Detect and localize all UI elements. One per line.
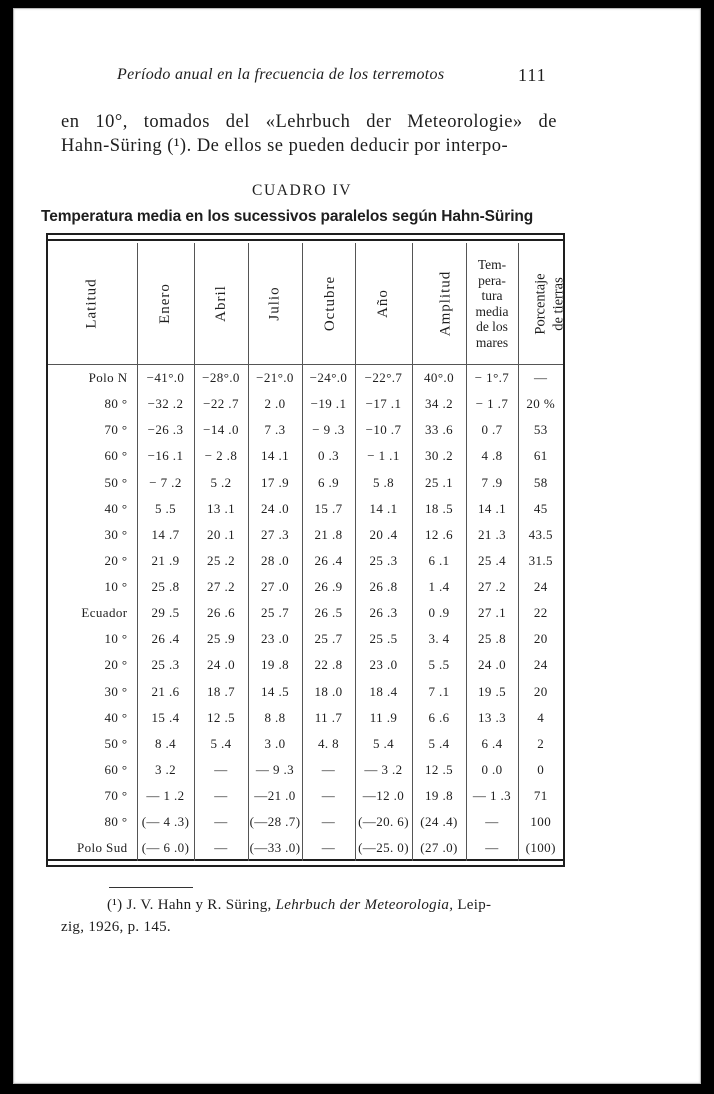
cell-temp-mares: 25 .4: [466, 548, 518, 574]
cell-julio: −21°.0: [248, 365, 302, 392]
cell-julio: 14 .5: [248, 679, 302, 705]
cell-octubre: —: [302, 757, 355, 783]
cell-julio: 28 .0: [248, 548, 302, 574]
cell-ano: 26 .8: [355, 574, 412, 600]
table-row: [48, 443, 563, 469]
cell-enero: − 7 .2: [137, 470, 194, 496]
footnote-authors: J. V. Hahn y R. Süring,: [126, 897, 272, 913]
table-row: [48, 548, 563, 574]
cell-ano: 11 .9: [355, 705, 412, 731]
cell-julio: (—28 .7): [248, 809, 302, 835]
cell-octubre: —: [302, 809, 355, 835]
cell-enero: −26 .3: [137, 417, 194, 443]
cell-octubre: —: [302, 783, 355, 809]
cell-latitud: 70 °: [104, 788, 128, 804]
footnote-book-title: Lehrbuch der Meteorologia,: [275, 897, 454, 913]
cell-abril: 24 .0: [194, 652, 248, 678]
cell-porcentaje-tierras: 20 %: [518, 391, 563, 417]
cell-porcentaje-tierras: 100: [518, 809, 563, 835]
cell-abril: 13 .1: [194, 496, 248, 522]
cell-octubre: − 9 .3: [302, 417, 355, 443]
cell-octubre: —: [302, 835, 355, 861]
cell-latitud: Polo N: [88, 370, 128, 386]
cell-octubre: 4. 8: [302, 731, 355, 757]
header-enero: Enero: [137, 243, 194, 365]
cell-porcentaje-tierras: 20: [518, 679, 563, 705]
cell-latitud: 40 °: [104, 709, 128, 725]
data-table: [48, 243, 567, 861]
cell-temp-mares: 7 .9: [466, 470, 518, 496]
cell-julio: 24 .0: [248, 496, 302, 522]
footnote-second-line: zig, 1926, p. 145.: [61, 919, 171, 935]
header-abril: Abril: [194, 243, 248, 365]
header-temperatura-mares: Tem- pera- tura media de los mares: [466, 243, 518, 365]
cell-amplitud: 7 .1: [412, 679, 466, 705]
cell-amplitud: 19 .8: [412, 783, 466, 809]
cell-abril: − 2 .8: [194, 443, 248, 469]
table-number: CUADRO IV: [252, 182, 353, 199]
page-number: 111: [518, 65, 547, 85]
cell-enero: 21 .6: [137, 679, 194, 705]
cell-latitud: 20 °: [104, 657, 128, 673]
body-paragraph: [61, 110, 557, 158]
table-row: [48, 783, 563, 809]
cell-porcentaje-tierras: —: [518, 365, 563, 392]
cell-julio: 27 .3: [248, 522, 302, 548]
cell-ano: —12 .0: [355, 783, 412, 809]
table-row: [48, 365, 563, 392]
cell-latitud: 30 °: [104, 526, 128, 542]
cell-ano: 26 .3: [355, 600, 412, 626]
cell-temp-mares: 4 .8: [466, 443, 518, 469]
cell-julio: 2 .0: [248, 391, 302, 417]
table-rule-top: [48, 239, 563, 241]
cell-temp-mares: 27 .1: [466, 600, 518, 626]
cell-enero: 21 .9: [137, 548, 194, 574]
cell-porcentaje-tierras: 0: [518, 757, 563, 783]
cell-amplitud: 5 .4: [412, 731, 466, 757]
cell-latitud: 50 °: [104, 735, 128, 751]
cell-amplitud: 12 .5: [412, 757, 466, 783]
cell-abril: 20 .1: [194, 522, 248, 548]
cell-abril: —: [194, 835, 248, 861]
cell-enero: 26 .4: [137, 626, 194, 652]
cell-julio: 27 .0: [248, 574, 302, 600]
cell-amplitud: 1 .4: [412, 574, 466, 600]
cell-julio: 17 .9: [248, 470, 302, 496]
cell-julio: 3 .0: [248, 731, 302, 757]
table-row: [48, 626, 563, 652]
cell-enero: — 1 .2: [137, 783, 194, 809]
table-row: [48, 574, 563, 600]
footnote-rule: [109, 887, 193, 888]
cell-julio: 7 .3: [248, 417, 302, 443]
footnote-marker: (¹): [107, 897, 123, 913]
footnote: [61, 894, 555, 938]
cell-latitud: 10 °: [104, 631, 128, 647]
cell-abril: —: [194, 809, 248, 835]
cell-ano: — 3 .2: [355, 757, 412, 783]
cell-ano: 5 .4: [355, 731, 412, 757]
body-line: Hahn-Süring (¹). De ellos se pueden deducir por interpo-: [61, 136, 509, 156]
cell-latitud: 80 °: [104, 814, 128, 830]
cell-abril: 18 .7: [194, 679, 248, 705]
cell-octubre: 22 .8: [302, 652, 355, 678]
cell-amplitud: 6 .6: [412, 705, 466, 731]
cell-porcentaje-tierras: 20: [518, 626, 563, 652]
cell-abril: −28°.0: [194, 365, 248, 392]
table-row: [48, 679, 563, 705]
cell-porcentaje-tierras: 61: [518, 443, 563, 469]
cell-octubre: 11 .7: [302, 705, 355, 731]
cell-abril: 5 .4: [194, 731, 248, 757]
cell-temp-mares: 6 .4: [466, 731, 518, 757]
cell-porcentaje-tierras: 24: [518, 574, 563, 600]
cell-julio: 8 .8: [248, 705, 302, 731]
table-title: Temperatura media en los sucessivos paralelos según Hahn-Süring: [41, 208, 534, 225]
cell-porcentaje-tierras: 58: [518, 470, 563, 496]
table-row: [48, 652, 563, 678]
cell-enero: 5 .5: [137, 496, 194, 522]
cell-latitud: 70 °: [104, 422, 128, 438]
cell-porcentaje-tierras: 24: [518, 652, 563, 678]
cell-abril: 25 .9: [194, 626, 248, 652]
body-line: en 10°, tomados del «Lehrbuch der Meteorologie» de: [61, 112, 557, 132]
cell-amplitud: 3. 4: [412, 626, 466, 652]
cell-julio: 23 .0: [248, 626, 302, 652]
header-octubre: Octubre: [302, 243, 355, 365]
cell-amplitud: 33 .6: [412, 417, 466, 443]
header-latitud: Latitud: [48, 243, 137, 365]
cell-abril: −14 .0: [194, 417, 248, 443]
cell-octubre: 6 .9: [302, 470, 355, 496]
cell-octubre: 25 .7: [302, 626, 355, 652]
table-row: [48, 522, 563, 548]
cell-latitud: 10 °: [104, 579, 128, 595]
cell-enero: 29 .5: [137, 600, 194, 626]
cell-octubre: 26 .4: [302, 548, 355, 574]
cell-octubre: 0 .3: [302, 443, 355, 469]
cell-amplitud: (27 .0): [412, 835, 466, 861]
cell-amplitud: 12 .6: [412, 522, 466, 548]
cell-temp-mares: —: [466, 835, 518, 861]
cell-temp-mares: 0 .7: [466, 417, 518, 443]
cell-enero: −16 .1: [137, 443, 194, 469]
cell-ano: −22°.7: [355, 365, 412, 392]
cell-amplitud: 34 .2: [412, 391, 466, 417]
cell-ano: −10 .7: [355, 417, 412, 443]
cell-ano: − 1 .1: [355, 443, 412, 469]
cell-temp-mares: 19 .5: [466, 679, 518, 705]
cell-amplitud: 5 .5: [412, 652, 466, 678]
cell-ano: 5 .8: [355, 470, 412, 496]
table-row: [48, 417, 563, 443]
table-row: [48, 809, 563, 835]
cell-octubre: 26 .9: [302, 574, 355, 600]
cell-enero: 25 .3: [137, 652, 194, 678]
data-table-frame: [46, 233, 565, 867]
cell-latitud: 40 °: [104, 500, 128, 516]
cell-temp-mares: − 1°.7: [466, 365, 518, 392]
cell-ano: (—25. 0): [355, 835, 412, 861]
cell-porcentaje-tierras: 22: [518, 600, 563, 626]
cell-julio: —21 .0: [248, 783, 302, 809]
page: [13, 8, 701, 1084]
table-row: [48, 600, 563, 626]
cell-amplitud: 30 .2: [412, 443, 466, 469]
cell-enero: 25 .8: [137, 574, 194, 600]
cell-ano: −17 .1: [355, 391, 412, 417]
header-julio: Julio: [248, 243, 302, 365]
cell-julio: 14 .1: [248, 443, 302, 469]
cell-julio: 19 .8: [248, 652, 302, 678]
cell-latitud: 80 °: [104, 396, 128, 412]
cell-porcentaje-tierras: 43.5: [518, 522, 563, 548]
cell-amplitud: (24 .4): [412, 809, 466, 835]
cell-amplitud: 40°.0: [412, 365, 466, 392]
cell-temp-mares: 24 .0: [466, 652, 518, 678]
cell-temp-mares: —: [466, 809, 518, 835]
cell-temp-mares: 13 .3: [466, 705, 518, 731]
cell-temp-mares: — 1 .3: [466, 783, 518, 809]
cell-abril: 25 .2: [194, 548, 248, 574]
table-row: [48, 391, 563, 417]
table-header-row: [48, 243, 563, 365]
cell-enero: −32 .2: [137, 391, 194, 417]
cell-porcentaje-tierras: 31.5: [518, 548, 563, 574]
cell-porcentaje-tierras: 45: [518, 496, 563, 522]
cell-temp-mares: 21 .3: [466, 522, 518, 548]
cell-enero: (— 6 .0): [137, 835, 194, 861]
cell-abril: 12 .5: [194, 705, 248, 731]
cell-enero: −41°.0: [137, 365, 194, 392]
cell-ano: (—20. 6): [355, 809, 412, 835]
cell-enero: 3 .2: [137, 757, 194, 783]
cell-latitud: 30 °: [104, 683, 128, 699]
cell-enero: 8 .4: [137, 731, 194, 757]
cell-octubre: 21 .8: [302, 522, 355, 548]
header-porcentaje-tierras: Porcentaje de tierras: [518, 243, 563, 365]
cell-ano: 18 .4: [355, 679, 412, 705]
cell-temp-mares: 14 .1: [466, 496, 518, 522]
cell-amplitud: 25 .1: [412, 470, 466, 496]
table-row: [48, 496, 563, 522]
table-row: [48, 731, 563, 757]
cell-temp-mares: − 1 .7: [466, 391, 518, 417]
cell-abril: 5 .2: [194, 470, 248, 496]
cell-abril: 27 .2: [194, 574, 248, 600]
cell-octubre: 18 .0: [302, 679, 355, 705]
cell-temp-mares: 27 .2: [466, 574, 518, 600]
cell-julio: — 9 .3: [248, 757, 302, 783]
cell-porcentaje-tierras: 53: [518, 417, 563, 443]
cell-amplitud: 0 .9: [412, 600, 466, 626]
cell-latitud: Polo Sud: [76, 840, 128, 856]
header-ano: Año: [355, 243, 412, 365]
cell-julio: (—33 .0): [248, 835, 302, 861]
cell-enero: (— 4 .3): [137, 809, 194, 835]
table-body: [48, 365, 563, 862]
cell-amplitud: 18 .5: [412, 496, 466, 522]
cell-ano: 14 .1: [355, 496, 412, 522]
cell-abril: —: [194, 757, 248, 783]
table-row: [48, 705, 563, 731]
cell-ano: 20 .4: [355, 522, 412, 548]
cell-abril: 26 .6: [194, 600, 248, 626]
cell-latitud: 20 °: [104, 552, 128, 568]
cell-ano: 23 .0: [355, 652, 412, 678]
cell-amplitud: 6 .1: [412, 548, 466, 574]
cell-enero: 15 .4: [137, 705, 194, 731]
cell-temp-mares: 0 .0: [466, 757, 518, 783]
cell-latitud: Ecuador: [81, 605, 128, 621]
cell-ano: 25 .3: [355, 548, 412, 574]
cell-abril: —: [194, 783, 248, 809]
cell-latitud: 60 °: [104, 761, 128, 777]
table-row: [48, 835, 563, 861]
header-amplitud: Amplitud: [412, 243, 466, 365]
cell-octubre: 15 .7: [302, 496, 355, 522]
cell-porcentaje-tierras: (100): [518, 835, 563, 861]
cell-octubre: −19 .1: [302, 391, 355, 417]
cell-porcentaje-tierras: 2: [518, 731, 563, 757]
cell-octubre: −24°.0: [302, 365, 355, 392]
running-head: Período anual en la frecuencia de los terremotos: [117, 66, 445, 83]
table-row: [48, 757, 563, 783]
cell-ano: 25 .5: [355, 626, 412, 652]
cell-octubre: 26 .5: [302, 600, 355, 626]
cell-latitud: 50 °: [104, 474, 128, 490]
cell-abril: −22 .7: [194, 391, 248, 417]
footnote-tail: Leip-: [457, 897, 492, 913]
cell-latitud: 60 °: [104, 448, 128, 464]
table-row: [48, 470, 563, 496]
cell-enero: 14 .7: [137, 522, 194, 548]
cell-julio: 25 .7: [248, 600, 302, 626]
cell-porcentaje-tierras: 4: [518, 705, 563, 731]
cell-porcentaje-tierras: 71: [518, 783, 563, 809]
cell-temp-mares: 25 .8: [466, 626, 518, 652]
